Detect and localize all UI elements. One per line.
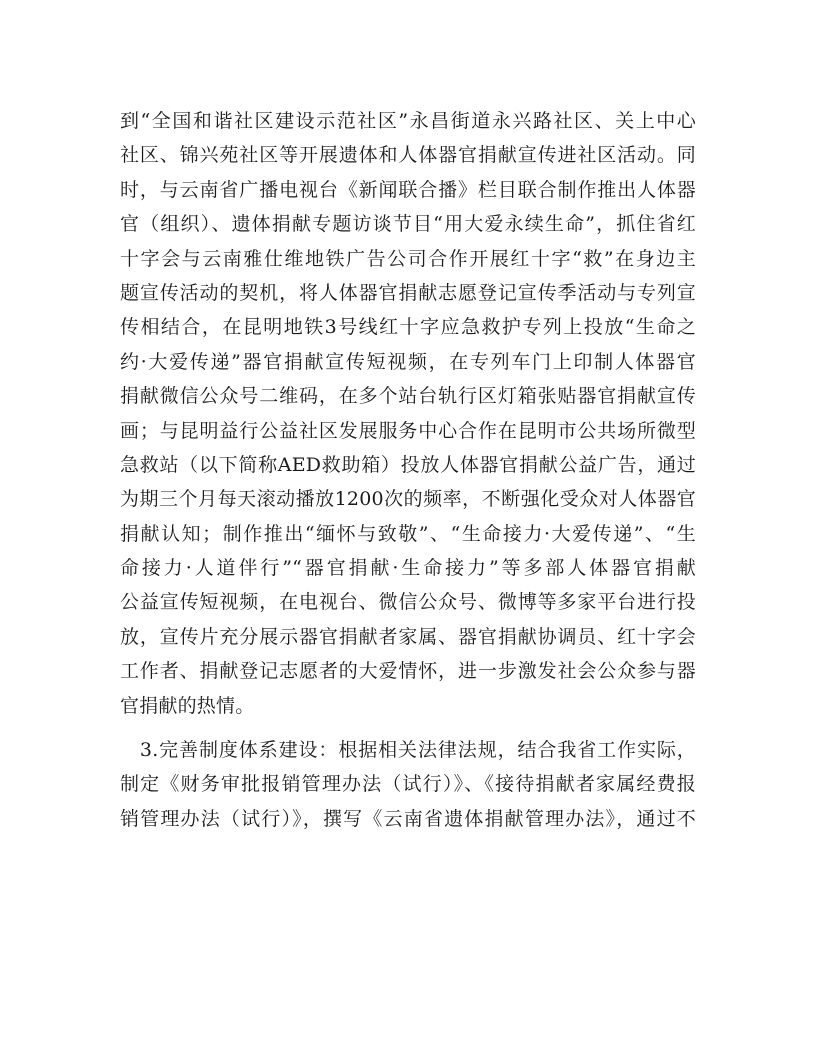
text-line: 命接力·人道伴行”“器官捐献·生命接力”等多部人体器官捐献 [120,557,696,580]
text-line: 为期三个月每天滚动播放1200次的频率，不断强化受众对人体器官 [120,488,696,511]
text-line: 十字会与云南雅仕维地铁广告公司合作开展红十字“救”在身边主 [120,247,696,270]
paragraph-institutional-system [120,733,696,836]
text-line: 画；与昆明益行公益社区发展服务中心合作在昆明市公共场所微型 [120,419,696,442]
text-line: 官捐献的热情。 [120,694,255,717]
text-line: 急救站（以下简称AED救助箱）投放人体器官捐献公益广告，通过 [120,453,696,476]
text-line: 3.完善制度体系建设：根据相关法律法规，结合我省工作实际， [120,739,696,762]
text-line: 题宣传活动的契机，将人体器官捐献志愿登记宣传季活动与专列宣 [120,281,696,304]
text-line: 放，宣传片充分展示器官捐献者家属、器官捐献协调员、红十字会 [120,625,696,648]
text-line: 捐献认知；制作推出“缅怀与致敬”、“生命接力·大爱传递”、“生 [120,522,696,545]
text-line: 公益宣传短视频，在电视台、微信公众号、微博等多家平台进行投 [120,591,696,614]
body-text [120,104,696,836]
text-line: 传相结合，在昆明地铁3号线红十字应急救护专列上投放“生命之 [120,316,696,339]
text-line: 制定《财务审批报销管理办法（试行）》、《接待捐献者家属经费报 [120,773,696,796]
paragraph-organ-donation-publicity [120,104,696,723]
text-line: 到“全国和谐社区建设示范社区”永昌街道永兴路社区、关上中心 [120,110,696,132]
text-line: 官（组织）、遗体捐献专题访谈节目“用大爱永续生命”，抓住省红 [120,213,696,236]
text-line: 工作者、捐献登记志愿者的大爱情怀，进一步激发社会公众参与器 [120,660,696,683]
text-line: 约·大爱传递”器官捐献宣传短视频，在专列车门上印制人体器官 [120,350,696,373]
text-line: 销管理办法（试行）》，撰写《云南省遗体捐献管理办法》，通过不 [120,807,696,830]
text-line: 捐献微信公众号二维码，在多个站台轨行区灯箱张贴器官捐献宣传 [120,385,696,408]
text-line: 社区、锦兴苑社区等开展遗体和人体器官捐献宣传进社区活动。同 [120,144,696,167]
paragraph-spacer [120,723,696,733]
text-line: 时，与云南省广播电视台《新闻联合播》栏目联合制作推出人体器 [120,178,696,201]
